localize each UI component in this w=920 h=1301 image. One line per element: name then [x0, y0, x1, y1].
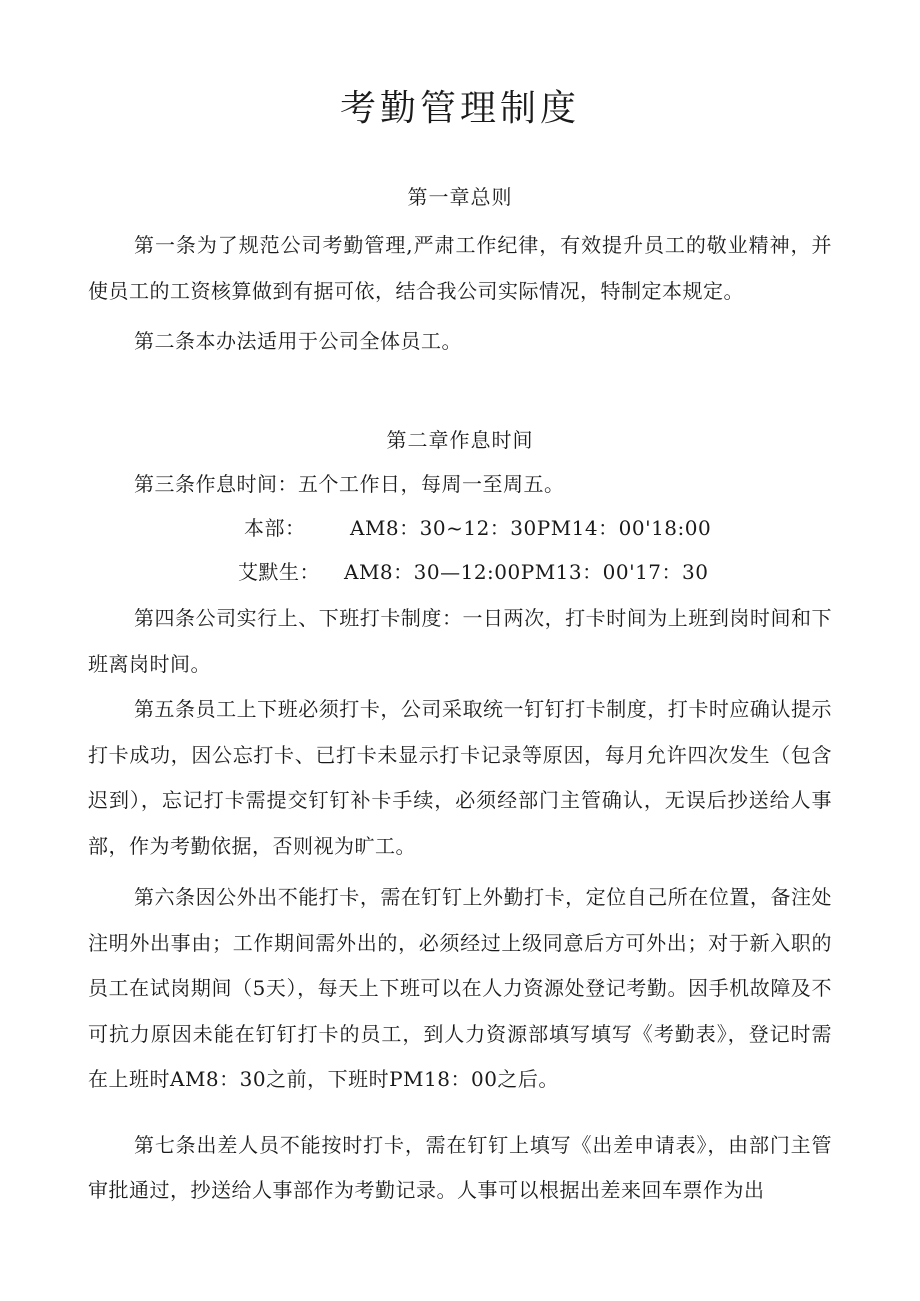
article-7: 第七条出差人员不能按时打卡，需在钉钉上填写《出差申请表》，由部门主管审批通过，抄送给人事部作为考勤记录。人事可以根据出差来回车票作为出: [88, 1133, 832, 1202]
chapter-2-heading: 第二章作息时间: [386, 428, 534, 452]
schedule-time: AM8：30~12：30PM14：00'18:00: [350, 516, 712, 540]
article-3: 第三条作息时间：五个工作日，每周一至周五。: [134, 472, 565, 496]
article-2: 第二条本办法适用于公司全体员工。: [134, 329, 462, 353]
schedule-time: AM8：30—12:00PM13：00'17：30: [344, 560, 709, 584]
document-title: 考勤管理制度: [339, 88, 580, 129]
article-6: 第六条因公外出不能打卡，需在钉钉上外勤打卡，定位自己所在位置，备注处注明外出事由；工作期间需外出的，必须经过上级同意后方可外出；对于新入职的员工在试岗期间（5天），每天上下班可以在人力资源处登记考勤。因手机故障及不可抗力原因未能在钉钉打卡的员工，到人力资源部填写填写《考勤表》，登记时需在上班时AM8：30之前，下班时PM18：00之后。: [88, 885, 832, 1091]
schedule-label: 艾默生：: [238, 560, 320, 584]
schedule-row-emerson: [238, 557, 708, 587]
chapter-1-heading: 第一章总则: [407, 185, 513, 209]
article-4: 第四条公司实行上、下班打卡制度：一日两次，打卡时间为上班到岗时间和下班离岗时间。: [88, 606, 832, 676]
article-1: 第一条为了规范公司考勤管理,严肃工作纪律，有效提升员工的敬业精神，并使员工的工资核算做到有据可依，结合我公司实际情况，特制定本规定。: [88, 233, 832, 303]
schedule-row-headquarters: [244, 513, 711, 543]
schedule-label: 本部：: [244, 516, 306, 540]
article-5: 第五条员工上下班必须打卡，公司采取统一钉钉打卡制度，打卡时应确认提示打卡成功，因公忘打卡、已打卡未显示打卡记录等原因，每月允许四次发生（包含迟到），忘记打卡需提交钉钉补卡手续，必须经部门主管确认，无误后抄送给人事部，作为考勤依据，否则视为旷工。: [88, 697, 832, 858]
